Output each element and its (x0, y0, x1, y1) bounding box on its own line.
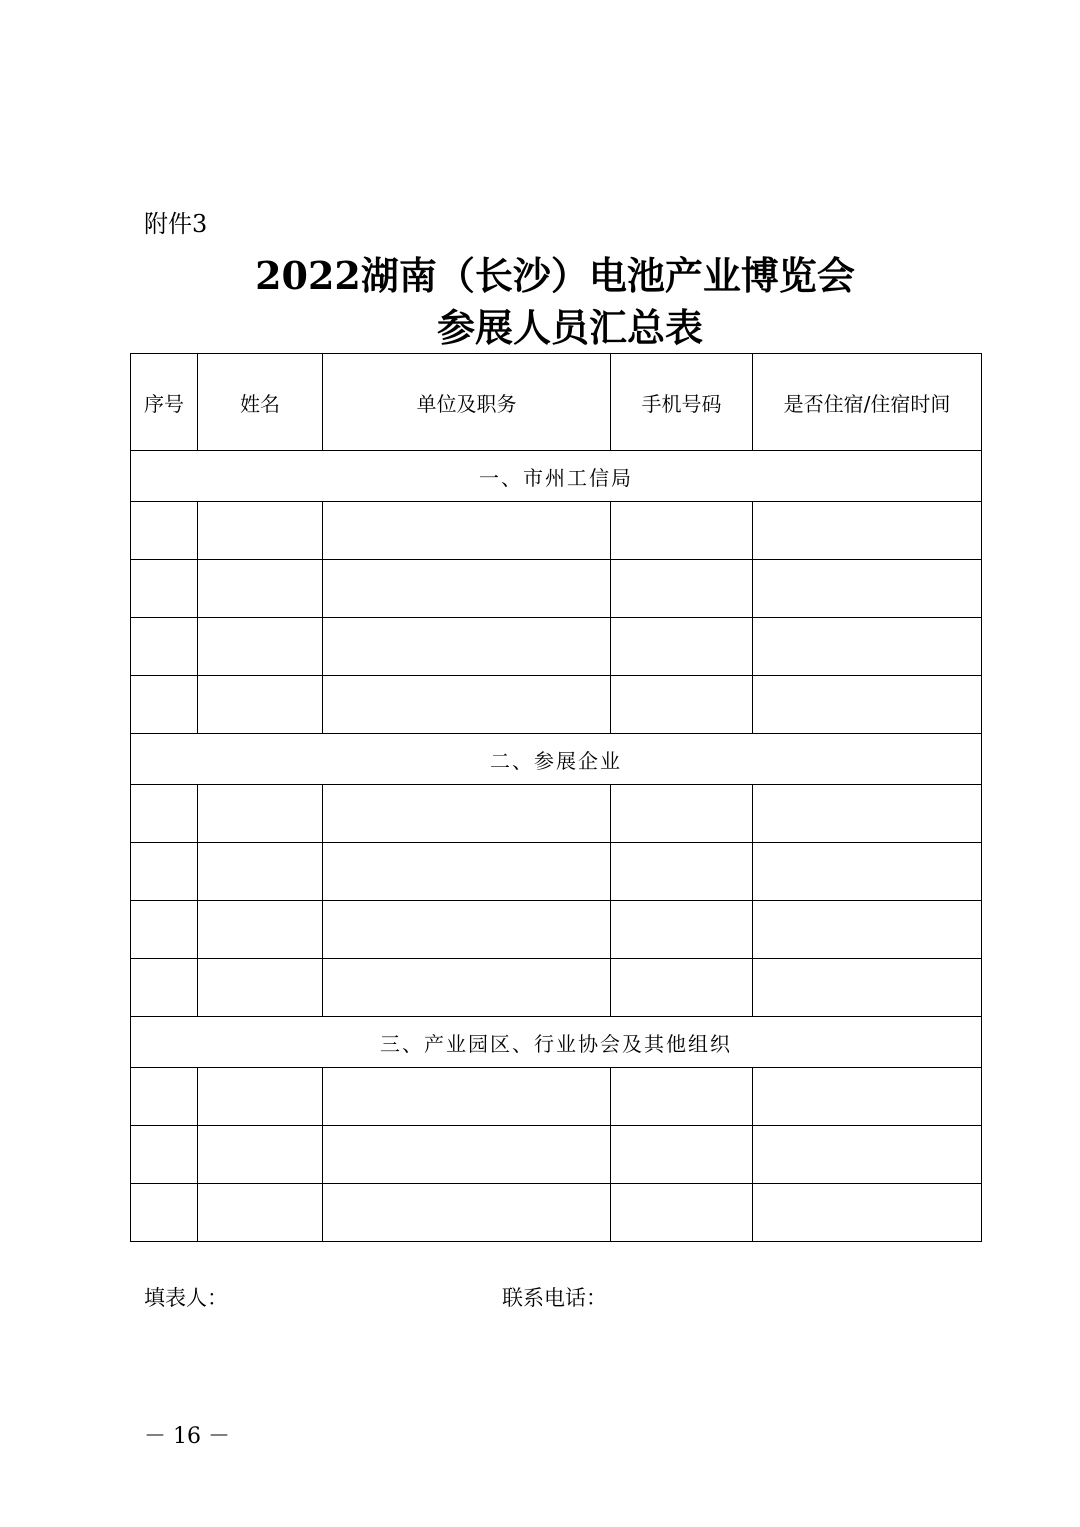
cell-accommodation[interactable] (753, 1184, 982, 1242)
header-accommodation: 是否住宿/住宿时间 (753, 354, 982, 451)
cell-index[interactable] (131, 502, 198, 560)
cell-index[interactable] (131, 560, 198, 618)
section-row (131, 1017, 982, 1068)
cell-mobile[interactable] (611, 676, 753, 734)
header-name: 姓名 (198, 354, 323, 451)
header-mobile: 手机号码 (611, 354, 753, 451)
cell-unit-position[interactable] (323, 901, 611, 959)
section-label-parks-associations: 三、产业园区、行业协会及其他组织 (131, 1017, 982, 1068)
cell-index[interactable] (131, 959, 198, 1017)
cell-mobile[interactable] (611, 785, 753, 843)
contact-phone-label: 联系电话： (502, 1286, 607, 1310)
cell-unit-position[interactable] (323, 502, 611, 560)
section-row (131, 734, 982, 785)
section-row (131, 451, 982, 502)
table-row (131, 502, 982, 560)
cell-unit-position[interactable] (323, 1184, 611, 1242)
table-row (131, 1126, 982, 1184)
cell-mobile[interactable] (611, 959, 753, 1017)
cell-name[interactable] (198, 785, 323, 843)
cell-unit-position[interactable] (323, 1126, 611, 1184)
cell-name[interactable] (198, 1184, 323, 1242)
cell-name[interactable] (198, 676, 323, 734)
cell-name[interactable] (198, 959, 323, 1017)
cell-index[interactable] (131, 901, 198, 959)
cell-mobile[interactable] (611, 618, 753, 676)
cell-mobile[interactable] (611, 1184, 753, 1242)
cell-name[interactable] (198, 843, 323, 901)
cell-name[interactable] (198, 502, 323, 560)
cell-accommodation[interactable] (753, 901, 982, 959)
table-row (131, 785, 982, 843)
table-row (131, 843, 982, 901)
cell-unit-position[interactable] (323, 618, 611, 676)
cell-name[interactable] (198, 1068, 323, 1126)
document-title-line2: 参展人员汇总表 (436, 305, 703, 350)
cell-index[interactable] (131, 843, 198, 901)
cell-accommodation[interactable] (753, 1126, 982, 1184)
section-label-exhibitors: 二、参展企业 (131, 734, 982, 785)
cell-unit-position[interactable] (323, 959, 611, 1017)
page-number: － 16 － (144, 1424, 230, 1449)
cell-name[interactable] (198, 901, 323, 959)
cell-accommodation[interactable] (753, 618, 982, 676)
filler-label: 填表人： (144, 1286, 228, 1310)
table-row (131, 901, 982, 959)
table-row (131, 959, 982, 1017)
cell-index[interactable] (131, 1126, 198, 1184)
cell-unit-position[interactable] (323, 676, 611, 734)
participants-table (130, 353, 982, 1242)
cell-accommodation[interactable] (753, 785, 982, 843)
cell-mobile[interactable] (611, 560, 753, 618)
cell-mobile[interactable] (611, 1068, 753, 1126)
cell-accommodation[interactable] (753, 560, 982, 618)
cell-accommodation[interactable] (753, 843, 982, 901)
cell-accommodation[interactable] (753, 676, 982, 734)
cell-name[interactable] (198, 618, 323, 676)
cell-unit-position[interactable] (323, 785, 611, 843)
cell-unit-position[interactable] (323, 560, 611, 618)
table-row (131, 676, 982, 734)
cell-accommodation[interactable] (753, 502, 982, 560)
cell-unit-position[interactable] (323, 1068, 611, 1126)
header-index: 序号 (131, 354, 198, 451)
cell-mobile[interactable] (611, 843, 753, 901)
table-row (131, 560, 982, 618)
cell-index[interactable] (131, 785, 198, 843)
header-unit-position: 单位及职务 (323, 354, 611, 451)
cell-index[interactable] (131, 1068, 198, 1126)
attachment-label: 附件3 (144, 210, 208, 238)
cell-mobile[interactable] (611, 901, 753, 959)
document-title-line1: 2022湖南（长沙）电池产业博览会 (255, 253, 855, 298)
cell-mobile[interactable] (611, 1126, 753, 1184)
cell-mobile[interactable] (611, 502, 753, 560)
cell-name[interactable] (198, 1126, 323, 1184)
section-label-municipal-bureau: 一、市州工信局 (131, 451, 982, 502)
table-row (131, 1184, 982, 1242)
cell-index[interactable] (131, 618, 198, 676)
table-row (131, 618, 982, 676)
table-header-row (131, 354, 982, 451)
cell-unit-position[interactable] (323, 843, 611, 901)
cell-name[interactable] (198, 560, 323, 618)
cell-accommodation[interactable] (753, 959, 982, 1017)
cell-index[interactable] (131, 676, 198, 734)
cell-index[interactable] (131, 1184, 198, 1242)
table-row (131, 1068, 982, 1126)
cell-accommodation[interactable] (753, 1068, 982, 1126)
